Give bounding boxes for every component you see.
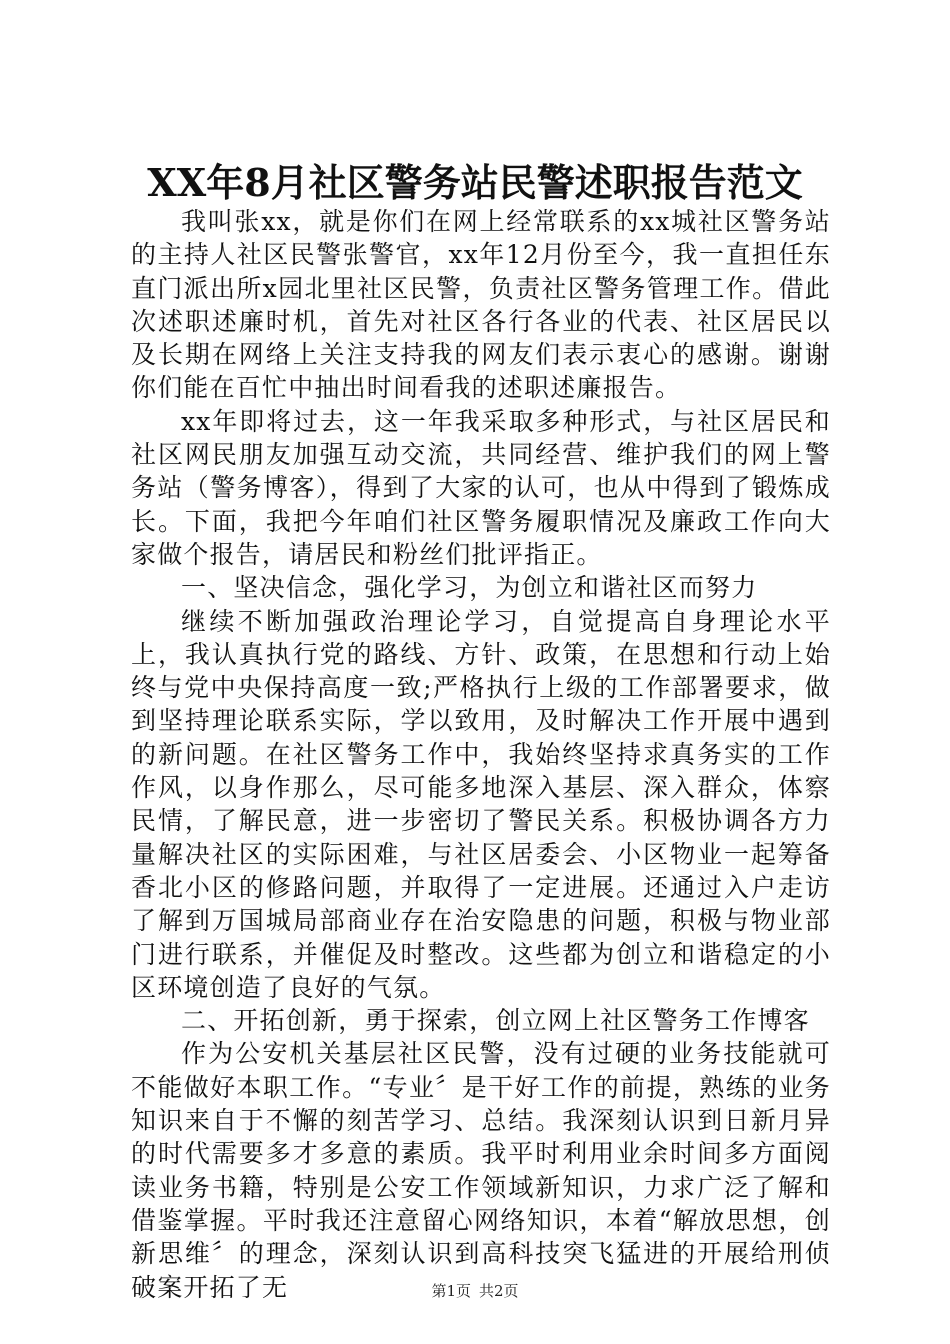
section-heading-1: 一、坚决信念，强化学习，为创立和谐社区而努力 [181,573,758,603]
paragraph-year-summary: xx年即将过去，这一年我采取多种形式，与社区居民和社区网民朋友加强互动交流，共同经营、维护我们的网上警务站（警务博客），得到了大家的认可，也从中得到了锻炼成长。下面，我把今年咱们社区警务履职情况及廉政工作向大家做个报告，请居民和粉丝们批评指正。 [131,406,831,569]
paragraph-section-1: 继续不断加强政治理论学习，自觉提高自身理论水平上，我认真执行党的路线、方针、政策，在思想和行动上始终与党中央保持高度一致;严格执行上级的工作部署要求，做到坚持理论联系实际，学以致用，及时解决工作开展中遇到的新问题。在社区警务工作中，我始终坚持求真务实的工作作风，以身作那么，尽可能多地深入基层、深入群众，体察民情，了解民意，进一步密切了警民关系。积极协调各方力量解决社区的实际困难，与社区居委会、小区物业一起筹备香北小区的修路问题，并取得了一定进展。还通过入户走访了解到万国城局部商业存在治安隐患的问题，积极与物业部门进行联系，并催促及时整改。这些都为创立和谐稳定的小区环境创造了良好的气氛。 [131,606,831,1002]
page-footer [0,1280,950,1302]
document-body [131,205,831,1304]
page-number: 第1页 [431,1282,471,1300]
section-heading-2: 二、开拓创新，勇于探索，创立网上社区警务工作博客 [181,1006,810,1036]
paragraph-intro: 我叫张xx，就是你们在网上经常联系的xx城社区警务站的主持人社区民警张警官，xx年12月份至今，我一直担任东直门派出所x园北里社区民警，负责社区警务管理工作。借此次述职述廉时机，首先对社区各行各业的代表、社区居民以及长期在网络上关注支持我的网友们表示衷心的感谢。谢谢你们能在百忙中抽出时间看我的述职述廉报告。 [131,207,831,403]
document-title: XX年8月社区警务站民警述职报告范文 [147,160,803,205]
page-total: 共2页 [479,1282,519,1300]
paragraph-section-2: 作为公安机关基层社区民警，没有过硬的业务技能就可不能做好本职工作。“专业〞是干好工作的前提，熟练的业务知识来自于不懈的刻苦学习、总结。我深刻认识到日新月异的时代需要多才多意的素质。我平时利用业余时间多方面阅读业务书籍，特别是公安工作领域新知识，力求广泛了解和借鉴掌握。平时我还注意留心网络知识，本着“解放思想，创新思维〞的理念，深刻认识到高科技突飞猛进的开展给刑侦破案开拓了无 [131,1039,831,1302]
